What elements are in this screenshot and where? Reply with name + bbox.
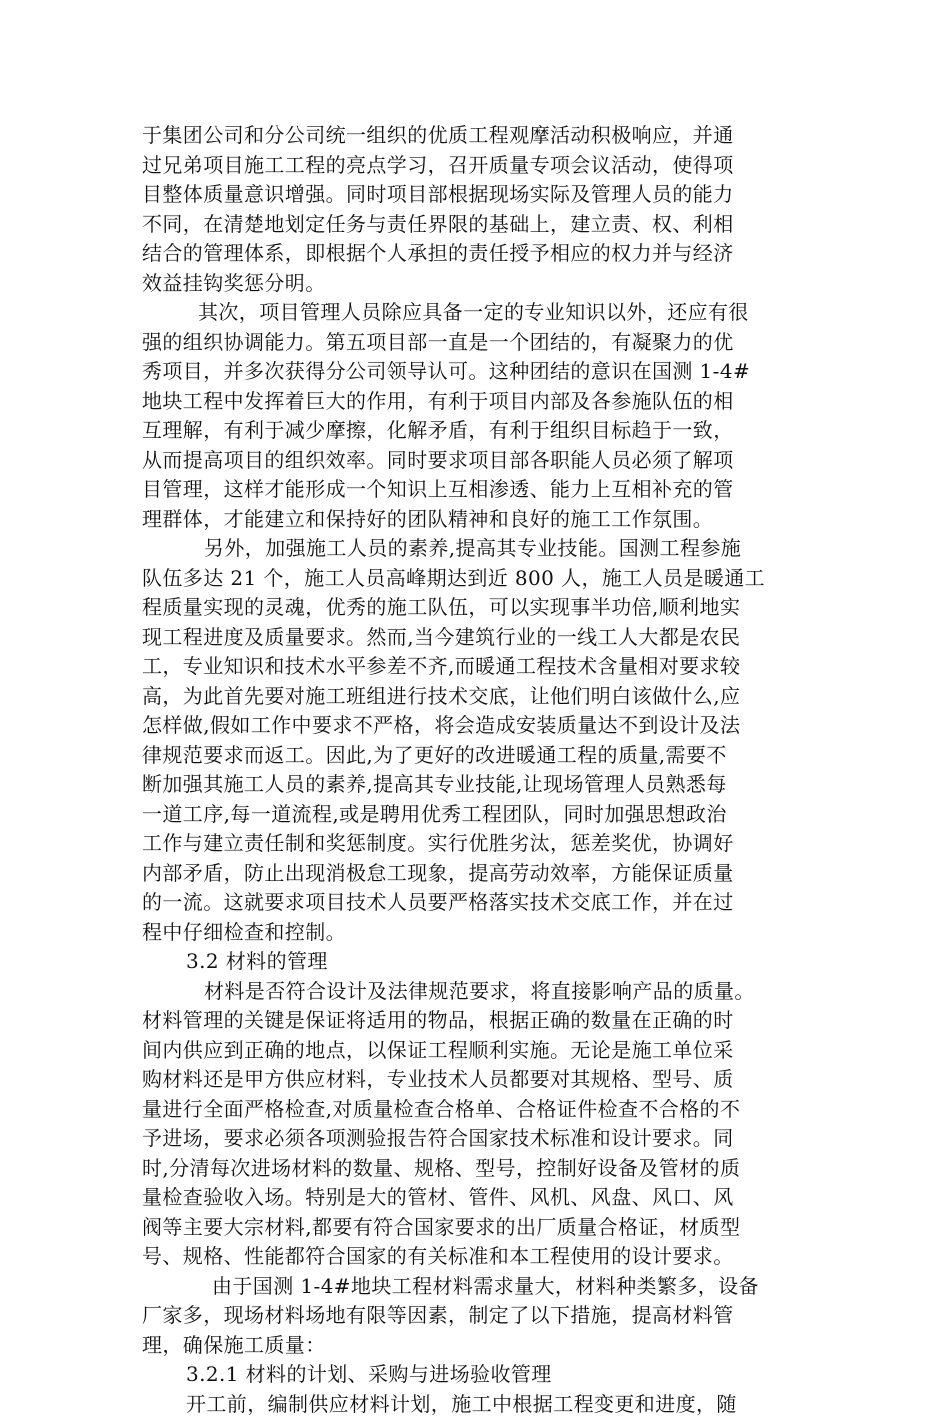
text-line: 阀等主要大宗材料,都要有符合国家要求的出厂质量合格证，材质型 (142, 1213, 812, 1243)
text-line: 从而提高项目的组织效率。同时要求项目部各职能人员必须了解项 (142, 446, 812, 476)
text-line: 结合的管理体系，即根据个人承担的责任授予相应的权力并与经济 (142, 239, 812, 269)
text-line: 工，专业知识和技术水平参差不齐,而暖通工程技术含量相对要求较 (142, 652, 812, 682)
text-line: 的一流。这就要求项目技术人员要严格落实技术交底工作，并在过 (142, 888, 812, 918)
text-line: 由于国测 1-4#地块工程材料需求量大，材料种类繁多，设备 (142, 1272, 812, 1302)
text-line: 时,分清每次进场材料的数量、规格、型号，控制好设备及管材的质 (142, 1154, 812, 1184)
body-text (142, 121, 812, 1419)
text-line: 理群体，才能建立和保持好的团队精神和良好的施工工作氛围。 (142, 505, 812, 535)
text-line: 量进行全面严格检查,对质量检查合格单、合格证件检查不合格的不 (142, 1095, 812, 1125)
text-line: 购材料还是甲方供应材料，专业技术人员都要对其规格、型号、质 (142, 1065, 812, 1095)
text-line: 理，确保施工质量： (142, 1331, 812, 1361)
text-line: 效益挂钩奖惩分明。 (142, 269, 812, 299)
text-line: 目整体质量意识增强。同时项目部根据现场实际及管理人员的能力 (142, 180, 812, 210)
text-line: 内部矛盾，防止出现消极怠工现象，提高劳动效率，方能保证质量 (142, 859, 812, 889)
text-line: 现工程进度及质量要求。然而,当今建筑行业的一线工人大都是农民 (142, 623, 812, 653)
text-line: 断加强其施工人员的素养,提高其专业技能,让现场管理人员熟悉每 (142, 770, 812, 800)
text-line: 队伍多达 21 个，施工人员高峰期达到近 800 人，施工人员是暖通工 (142, 564, 812, 594)
text-line: 间内供应到正确的地点，以保证工程顺利实施。无论是施工单位采 (142, 1036, 812, 1066)
text-line: 秀项目，并多次获得分公司领导认可。这种团结的意识在国测 1-4# (142, 357, 812, 387)
text-line: 厂家多，现场材料场地有限等因素，制定了以下措施，提高材料管 (142, 1301, 812, 1331)
text-line: 3.2 材料的管理 (142, 947, 812, 977)
text-line: 程质量实现的灵魂，优秀的施工队伍，可以实现事半功倍,顺利地实 (142, 593, 812, 623)
text-line: 程中仔细检查和控制。 (142, 918, 812, 948)
text-line: 过兄弟项目施工工程的亮点学习，召开质量专项会议活动，使得项 (142, 151, 812, 181)
text-line: 互理解，有利于减少摩擦，化解矛盾，有利于组织目标趋于一致， (142, 416, 812, 446)
text-line: 材料是否符合设计及法律规范要求，将直接影响产品的质量。 (142, 977, 812, 1007)
text-line: 量检查验收入场。特别是大的管材、管件、风机、风盘、风口、风 (142, 1183, 812, 1213)
text-line: 3.2.1 材料的计划、采购与进场验收管理 (142, 1360, 812, 1390)
text-line: 律规范要求而返工。因此,为了更好的改进暖通工程的质量,需要不 (142, 741, 812, 771)
text-line: 另外，加强施工人员的素养,提高其专业技能。国测工程参施 (142, 534, 812, 564)
text-line: 一道工序,每一道流程,或是聘用优秀工程团队，同时加强思想政治 (142, 800, 812, 830)
text-line: 高，为此首先要对施工班组进行技术交底，让他们明白该做什么,应 (142, 682, 812, 712)
text-line: 工作与建立责任制和奖惩制度。实行优胜劣汰，惩差奖优，协调好 (142, 829, 812, 859)
text-line: 其次，项目管理人员除应具备一定的专业知识以外，还应有很 (142, 298, 812, 328)
text-line: 强的组织协调能力。第五项目部一直是一个团结的，有凝聚力的优 (142, 328, 812, 358)
text-line: 不同，在清楚地划定任务与责任界限的基础上，建立责、权、利相 (142, 210, 812, 240)
text-line: 予进场，要求必须各项测验报告符合国家技术标准和设计要求。同 (142, 1124, 812, 1154)
text-line: 号、规格、性能都符合国家的有关标准和本工程使用的设计要求。 (142, 1242, 812, 1272)
text-line: 怎样做,假如工作中要求不严格，将会造成安装质量达不到设计及法 (142, 711, 812, 741)
text-line: 目管理，这样才能形成一个知识上互相渗透、能力上互相补充的管 (142, 475, 812, 505)
text-line: 开工前，编制供应材料计划，施工中根据工程变更和进度，随 (142, 1390, 812, 1419)
text-line: 于集团公司和分公司统一组织的优质工程观摩活动积极响应，并通 (142, 121, 812, 151)
text-line: 地块工程中发挥着巨大的作用，有利于项目内部及各参施队伍的相 (142, 387, 812, 417)
text-line: 材料管理的关键是保证将适用的物品，根据正确的数量在正确的时 (142, 1006, 812, 1036)
